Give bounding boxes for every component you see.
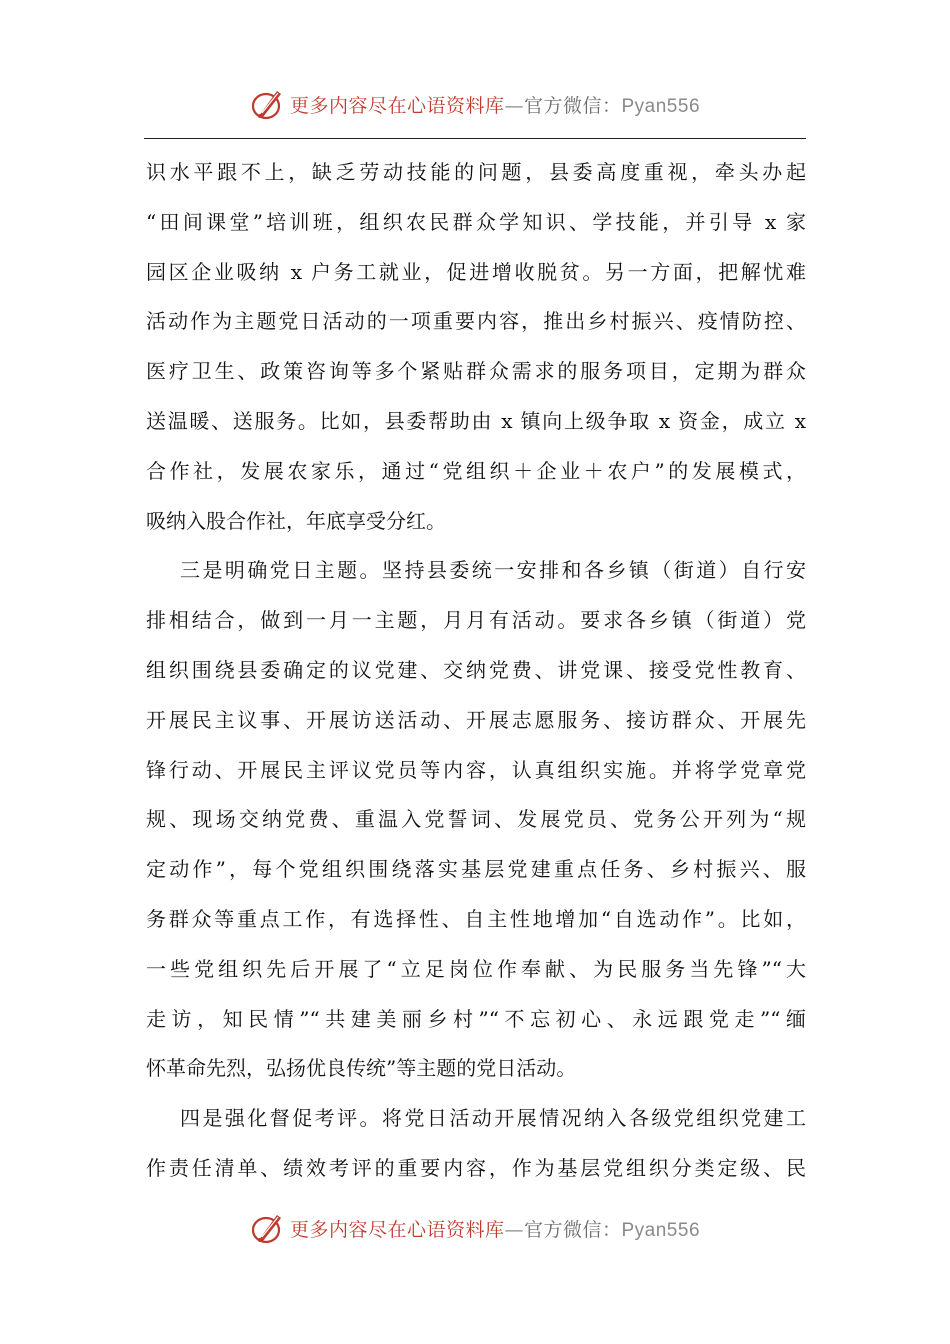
- text-line: 医疗卫生、政策咨询等多个紧贴群众需求的服务项目，定期为群众: [146, 359, 806, 384]
- text-line: 活动作为主题党日活动的一项重要内容，推出乡村振兴、疫情防控、: [146, 309, 806, 334]
- banner-wechat-id: Pyan556: [621, 1219, 701, 1241]
- header-banner: [0, 84, 950, 124]
- header-divider: [144, 138, 806, 139]
- banner-text: [290, 91, 700, 118]
- text-line: 走访，知民情”“共建美丽乡村”“不忘初心、永远跟党走”“缅: [146, 1006, 806, 1031]
- banner-wechat-label: 官方微信：: [523, 94, 622, 117]
- banner-dash: —: [504, 94, 524, 117]
- quill-pen-logo-icon: [250, 86, 286, 122]
- text-line: 怀革命先烈，弘扬优良传统”等主题的党日活动。: [146, 1056, 577, 1081]
- banner-wechat-label: 官方微信：: [523, 1218, 622, 1241]
- text-line: “田间课堂”培训班，组织农民群众学知识、学技能，并引导 x 家: [146, 209, 806, 234]
- text-line: 合作社，发展农家乐，通过“党组织＋企业＋农户”的发展模式，: [146, 458, 806, 483]
- text-line: 吸纳入股合作社，年底享受分红。: [146, 508, 446, 533]
- text-line: 规、现场交纳党费、重温入党誓词、发展党员、党务公开列为“规: [146, 807, 806, 832]
- text-line: 务群众等重点工作，有选择性、自主性地增加“自选动作”。比如，: [146, 906, 806, 931]
- text-line: 三是明确党日主题。坚持县委统一安排和各乡镇（街道）自行安: [180, 558, 806, 583]
- text-line: 锋行动、开展民主评议党员等内容，认真组织实施。并将学党章党: [146, 757, 806, 782]
- footer-banner: [0, 1208, 950, 1248]
- banner-wechat-id: Pyan556: [621, 95, 701, 117]
- document-body: [146, 148, 806, 1194]
- banner-text: [290, 1215, 700, 1242]
- text-line: 园区企业吸纳 x 户务工就业，促进增收脱贫。另一方面，把解忧难: [146, 259, 806, 284]
- banner-main-text: 更多内容尽在心语资料库: [289, 94, 505, 117]
- text-line: 识水平跟不上，缺乏劳动技能的问题，县委高度重视，牵头办起: [146, 160, 806, 184]
- banner-dash: —: [504, 1218, 524, 1241]
- text-line: 作责任清单、绩效考评的重要内容，作为基层党组织分类定级、民: [146, 1155, 806, 1180]
- text-line: 组织围绕县委确定的议党建、交纳党费、讲党课、接受党性教育、: [146, 657, 806, 682]
- text-line: 一些党组织先后开展了“立足岗位作奉献、为民服务当先锋”“大: [146, 956, 806, 981]
- text-line: 定动作”，每个党组织围绕落实基层党建重点任务、乡村振兴、服: [146, 857, 806, 882]
- text-line: 开展民主议事、开展访送活动、开展志愿服务、接访群众、开展先: [146, 707, 806, 732]
- text-line: 送温暖、送服务。比如，县委帮助由 x 镇向上级争取 x 资金，成立 x: [146, 408, 806, 433]
- quill-pen-logo-icon: [250, 1210, 286, 1246]
- text-line: 四是强化督促考评。将党日活动开展情况纳入各级党组织党建工: [180, 1106, 806, 1131]
- text-line: 排相结合，做到一月一主题，月月有活动。要求各乡镇（街道）党: [146, 608, 806, 633]
- banner-main-text: 更多内容尽在心语资料库: [289, 1218, 505, 1241]
